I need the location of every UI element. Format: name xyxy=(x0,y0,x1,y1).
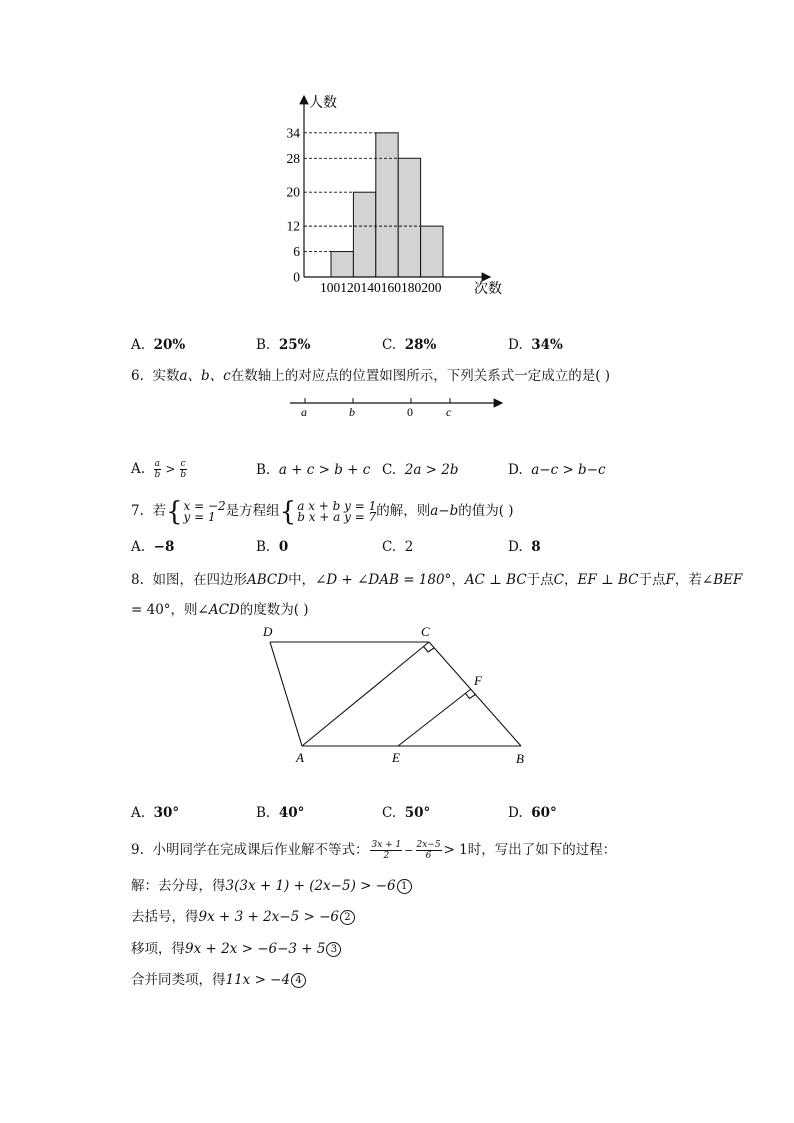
segment-ac xyxy=(302,642,429,746)
q8-text: ， xyxy=(564,572,578,588)
fraction xyxy=(154,459,161,480)
q7-post-b: 的值为( ) xyxy=(458,503,514,519)
y-tick-label: 0 xyxy=(293,269,300,285)
frac-den: b xyxy=(180,470,187,480)
q6-stem-text-a: 实数 xyxy=(152,368,180,384)
frac-num: 2x−5 xyxy=(416,840,441,850)
q6-option-a[interactable] xyxy=(131,459,187,480)
q7-option-a[interactable] xyxy=(131,539,174,555)
q8-stem-line1 xyxy=(131,571,742,589)
segment-ef xyxy=(398,689,471,746)
q7-system-1 xyxy=(165,496,226,527)
option-text: 28% xyxy=(404,337,437,353)
histogram-bar-100-120 xyxy=(331,252,353,277)
op: > xyxy=(165,462,176,476)
option-text: 60° xyxy=(531,805,557,821)
brace: { xyxy=(279,496,297,527)
q6-option-c[interactable] xyxy=(382,462,459,478)
histogram-bar-180-200 xyxy=(421,226,443,277)
option-text: 8 xyxy=(531,539,541,555)
label-a: a xyxy=(301,405,307,419)
q7-pre: 若 xyxy=(152,503,166,519)
q5-option-c[interactable] xyxy=(382,337,436,353)
q7-mid: 是方程组 xyxy=(225,503,280,519)
q8-text: 的度数为( ) xyxy=(239,602,309,618)
option-text: 20% xyxy=(153,337,186,353)
q8-text: = 40° xyxy=(131,602,171,618)
q8-option-c[interactable] xyxy=(382,805,430,821)
frac-num: a xyxy=(154,459,161,469)
q8-point: F xyxy=(665,572,675,588)
q8-stem-line2 xyxy=(131,601,309,619)
q8-angle-sum: ∠D + ∠DAB = 180° xyxy=(315,572,452,588)
q9-stem xyxy=(131,838,616,863)
number-line xyxy=(288,393,510,421)
q7-option-b[interactable] xyxy=(256,539,288,555)
q8-text: ，若 xyxy=(674,572,702,588)
sys1-line1: x = −2 xyxy=(183,498,226,513)
sys2-line2: b x + a y = 7 xyxy=(297,509,377,524)
option-text: 50° xyxy=(404,805,431,821)
q9-minus: − xyxy=(404,844,414,857)
sys1-line2: y = 1 xyxy=(183,509,216,524)
step-label: 解：去分母，得 xyxy=(131,878,226,894)
label-f: F xyxy=(474,673,482,688)
x-tick-labels: 100120140160180200 xyxy=(320,280,442,295)
y-tick-label: 12 xyxy=(286,218,300,234)
question-number: 6. xyxy=(131,368,144,384)
x-axis-label: 次数 xyxy=(474,282,502,297)
q9-text: 小明同学在完成课后作业解不等式： xyxy=(152,842,369,858)
y-tick-label: 6 xyxy=(293,244,300,260)
option-letter: B. xyxy=(256,462,271,478)
q9-step-3 xyxy=(131,940,341,958)
sys2-line1: a x + b y = 1 xyxy=(297,498,377,513)
histogram-bar-140-160 xyxy=(376,133,398,277)
label-b: b xyxy=(349,405,355,419)
option-letter: C. xyxy=(382,539,397,555)
q7-stem xyxy=(131,496,514,527)
q9-step-4 xyxy=(131,971,306,989)
option-letter: C. xyxy=(382,462,397,478)
q8-option-a[interactable] xyxy=(131,805,179,821)
option-text: a + c > b + c xyxy=(278,462,371,478)
q8-angle-acd: ∠ACD xyxy=(197,602,240,618)
q9-fraction-1 xyxy=(370,840,402,861)
option-text: 2a > 2b xyxy=(404,462,459,478)
q8-text: 如图，在四边形 xyxy=(152,572,247,588)
option-letter: D. xyxy=(508,462,523,478)
option-text: 25% xyxy=(278,337,311,353)
step-expr: 9x + 2x > −6−3 + 5 xyxy=(185,941,326,957)
q8-point: C xyxy=(553,572,565,588)
q7-system-2 xyxy=(279,496,377,527)
q8-angle-bef: ∠BEF xyxy=(701,572,743,588)
frac-num: 3x + 1 xyxy=(371,840,402,850)
option-letter: A. xyxy=(131,461,146,477)
option-letter: B. xyxy=(256,805,271,821)
option-text: −8 xyxy=(153,539,175,555)
option-text: 0 xyxy=(278,539,289,555)
q8-quad: ABCD xyxy=(246,572,289,588)
q8-text: 于点 xyxy=(526,572,554,588)
brace: { xyxy=(165,496,183,527)
right-angle-mark-c xyxy=(424,647,435,653)
question-number: 7. xyxy=(131,503,144,519)
q8-text: 中， xyxy=(288,572,316,588)
fraction xyxy=(180,459,187,480)
q8-option-d[interactable] xyxy=(508,805,557,821)
option-text: 40° xyxy=(278,805,305,821)
step-expr: 9x + 3 + 2x−5 > −6 xyxy=(198,909,339,925)
q9-fraction-2 xyxy=(416,840,442,861)
histogram-bar-160-180 xyxy=(398,158,420,277)
step-mark: 4 xyxy=(291,973,306,988)
option-text: 2 xyxy=(404,539,414,555)
option-letter: A. xyxy=(131,337,146,353)
option-letter: D. xyxy=(508,337,523,353)
q6-vars: a、b、c xyxy=(179,368,231,384)
q5-option-b[interactable] xyxy=(256,337,310,353)
step-label: 合并同类项，得 xyxy=(131,972,226,988)
q7-post-a: 的解，则 xyxy=(376,503,431,519)
label-a: A xyxy=(296,750,304,765)
y-tick-label: 34 xyxy=(286,125,300,141)
option-letter: D. xyxy=(508,539,523,555)
segment-da xyxy=(270,642,302,746)
label-b: B xyxy=(516,751,524,766)
q6-option-b[interactable] xyxy=(256,462,370,478)
q9-ineq: > 1 xyxy=(443,842,468,858)
q8-perp2: EF ⊥ BC xyxy=(577,572,639,588)
step-expr: 3(3x + 1) + (2x−5) > −6 xyxy=(225,878,396,894)
q7-option-d[interactable] xyxy=(508,539,541,555)
step-label: 移项，得 xyxy=(131,941,185,957)
step-mark: 1 xyxy=(397,879,412,894)
label-c: c xyxy=(446,405,452,419)
label-e: E xyxy=(392,750,400,765)
option-text: a−c > b−c xyxy=(531,462,606,478)
question-number: 8. xyxy=(131,572,144,588)
step-label: 去括号，得 xyxy=(131,909,199,925)
q9-step-2 xyxy=(131,908,355,926)
option-letter: C. xyxy=(382,337,397,353)
q7-expr: a−b xyxy=(430,503,459,519)
y-tick-label: 28 xyxy=(286,150,300,166)
q8-text: ， xyxy=(451,572,465,588)
q6-option-d[interactable] xyxy=(508,462,606,478)
frac-den: 2 xyxy=(383,851,390,861)
quadrilateral-figure xyxy=(255,622,535,770)
option-letter: C. xyxy=(382,805,397,821)
frac-den: b xyxy=(154,470,161,480)
q9-text: 时，写出了如下的过程： xyxy=(467,842,617,858)
q8-option-b[interactable] xyxy=(256,805,304,821)
option-letter: D. xyxy=(508,805,523,821)
right-angle-mark-f xyxy=(466,694,477,699)
y-axis-label: 人数 xyxy=(309,96,337,111)
y-tick-label: 20 xyxy=(286,184,300,200)
frac-num: c xyxy=(180,459,186,469)
q8-perp1: AC ⊥ BC xyxy=(464,572,527,588)
option-letter: B. xyxy=(256,539,271,555)
label-zero: 0 xyxy=(407,405,413,419)
q8-text: 于点 xyxy=(638,572,666,588)
q8-text: ，则 xyxy=(170,602,198,618)
question-number: 9. xyxy=(131,842,144,858)
q9-step-1 xyxy=(131,877,412,895)
q7-option-c[interactable] xyxy=(382,539,413,555)
histogram-chart xyxy=(280,88,520,303)
label-d: D xyxy=(263,624,273,639)
step-expr: 11x > −4 xyxy=(225,972,291,988)
label-c: C xyxy=(421,624,430,639)
option-letter: B. xyxy=(256,337,271,353)
option-text: 30° xyxy=(153,805,180,821)
frac-den: 6 xyxy=(425,851,432,861)
q5-option-a[interactable] xyxy=(131,337,185,353)
option-letter: A. xyxy=(131,539,146,555)
histogram-bar-120-140 xyxy=(353,192,375,277)
option-letter: A. xyxy=(131,805,146,821)
q5-option-d[interactable] xyxy=(508,337,563,353)
step-mark: 2 xyxy=(340,910,355,925)
segment-cb xyxy=(429,642,521,746)
q6-stem-text-b: 在数轴上的对应点的位置如图所示，下列关系式一定成立的是( ) xyxy=(230,368,611,384)
q6-stem xyxy=(131,367,610,385)
step-mark: 3 xyxy=(326,942,341,957)
option-text: 34% xyxy=(531,337,563,353)
